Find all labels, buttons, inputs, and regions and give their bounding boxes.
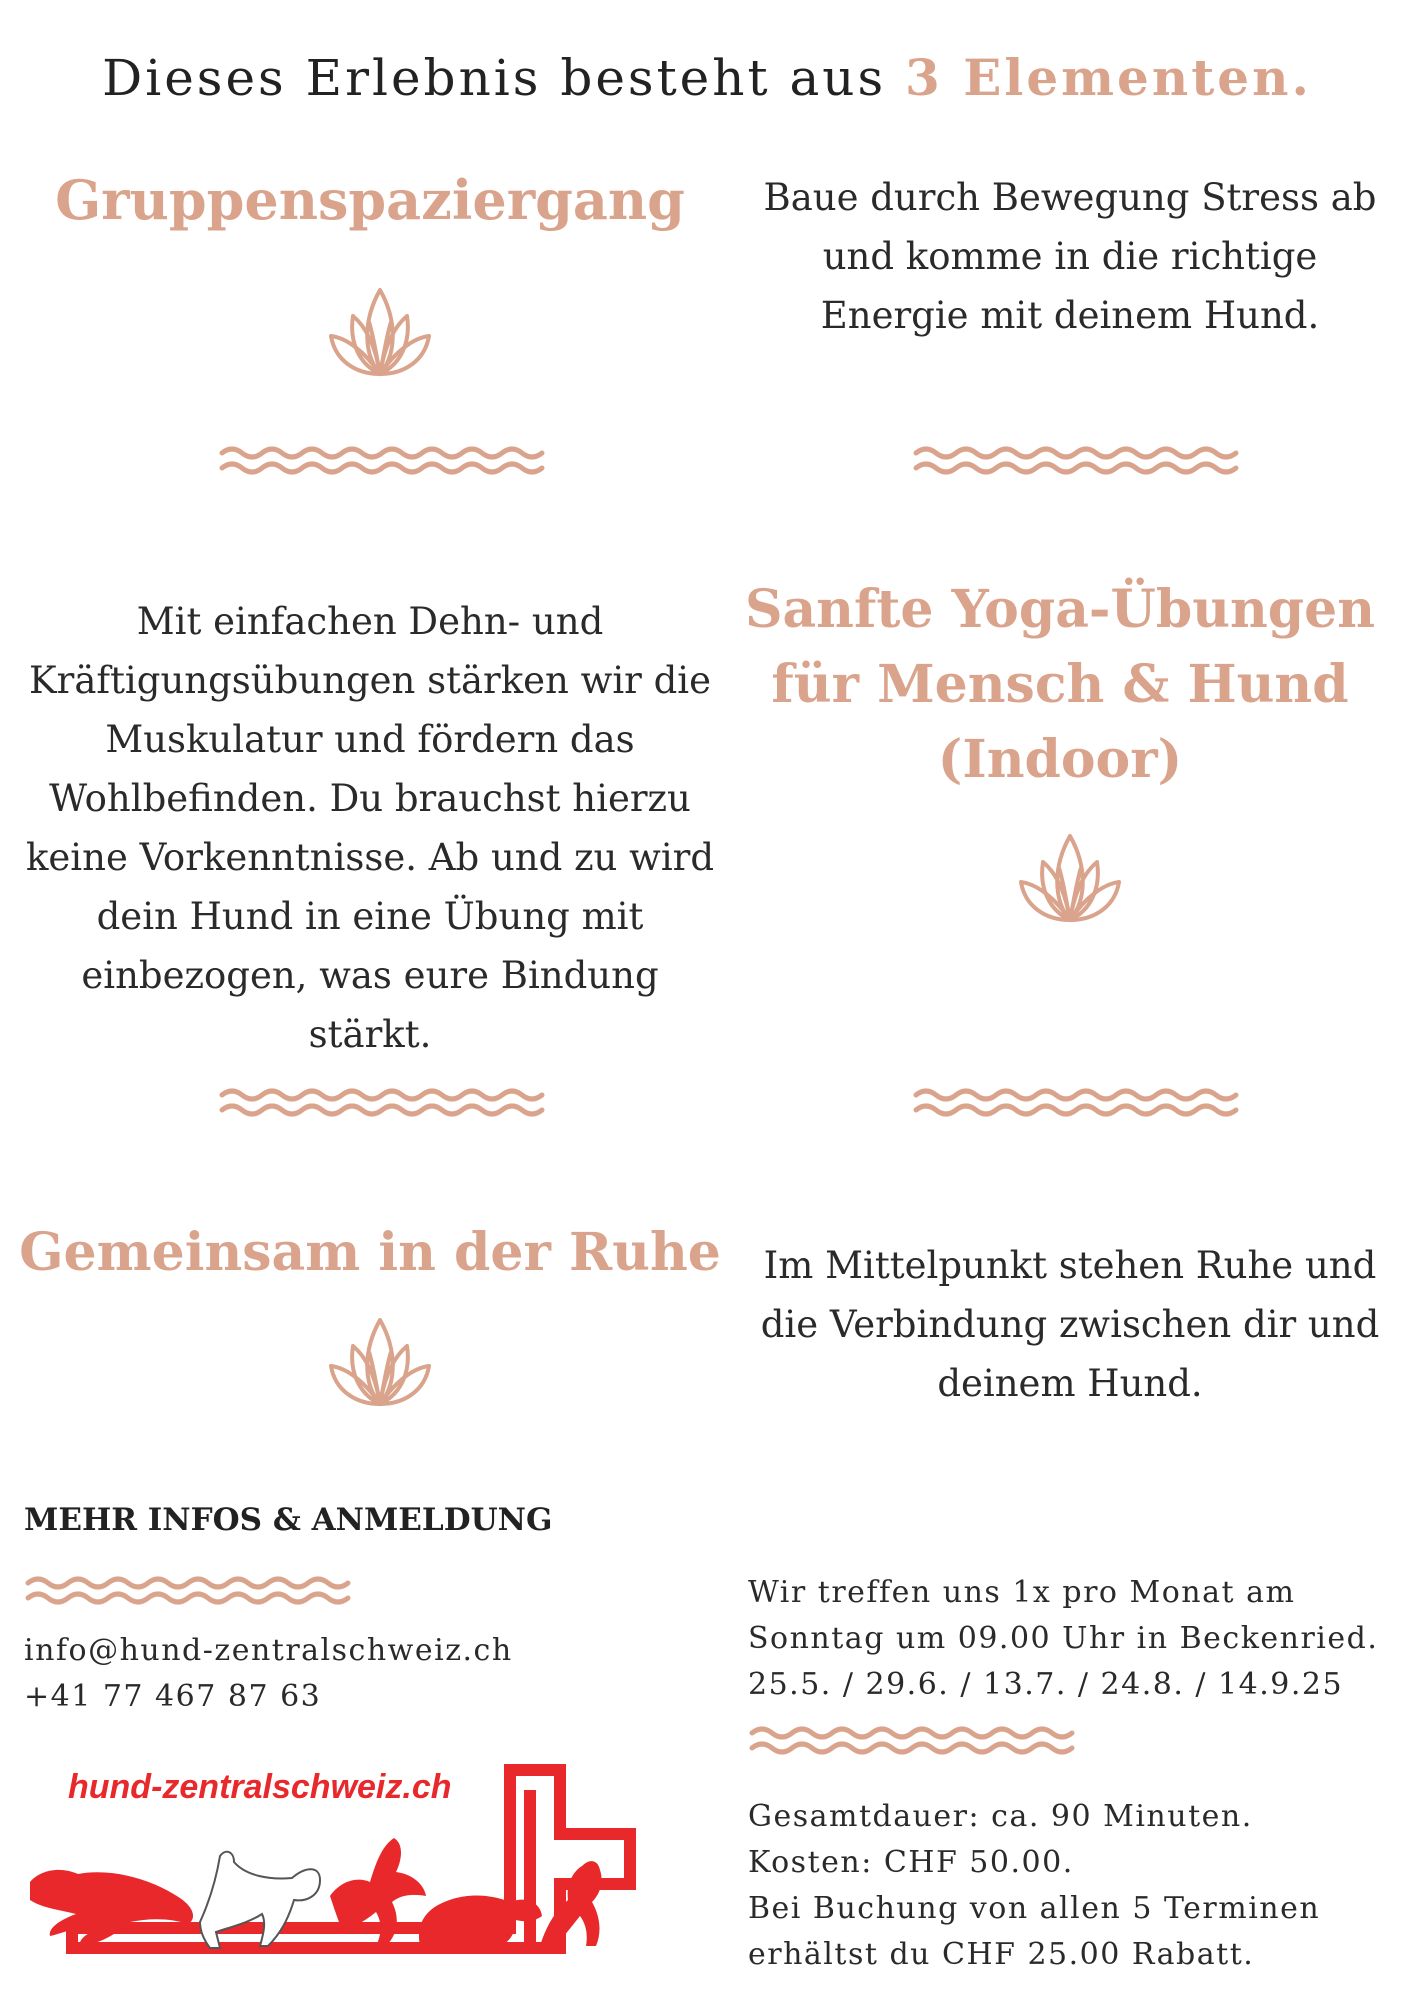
wave-divider-icon bbox=[218, 1086, 548, 1120]
schedule-line: Wir treffen uns 1x pro Monat am bbox=[748, 1575, 1296, 1610]
details-discount-line: erhältst du CHF 25.00 Rabatt. bbox=[748, 1937, 1255, 1972]
lotus-icon bbox=[325, 282, 435, 378]
details-discount-line: Bei Buchung von allen 5 Terminen bbox=[748, 1891, 1321, 1926]
contact-phone[interactable]: +41 77 467 87 63 bbox=[24, 1679, 322, 1714]
section-2-heading-line: Sanfte Yoga-Übungen bbox=[744, 579, 1376, 640]
wave-divider-icon bbox=[912, 444, 1242, 478]
section-3-heading: Gemeinsam in der Ruhe bbox=[19, 1222, 721, 1283]
section-1-text: Baue durch Bewegung Stress ab und komme in die richtige Energie mit deinem Hund. bbox=[763, 176, 1377, 337]
section-2-heading bbox=[740, 572, 1380, 797]
title-prefix: Dieses Erlebnis besteht aus bbox=[102, 49, 906, 107]
wave-divider-icon bbox=[912, 1086, 1242, 1120]
page-title bbox=[0, 48, 1414, 107]
info-heading: MEHR INFOS & ANMELDUNG bbox=[24, 1502, 553, 1538]
schedule-dates: 25.5. / 29.6. / 13.7. / 24.8. / 14.9.25 bbox=[748, 1667, 1344, 1702]
section-2-text: Mit einfachen Dehn- und Kräftigungsübungen stärken wir die Muskulatur und fördern das Wohlbefinden. Du brauchst hierzu keine Vorkenntnisse. Ab und zu wird dein Hund in eine Übung mit einbezogen, was eure Bindung stärkt. bbox=[25, 600, 715, 1056]
logo-text: hund-zentralschweiz.ch bbox=[68, 1768, 452, 1806]
cat-icon bbox=[540, 1861, 602, 1946]
details-duration: Gesamtdauer: ca. 90 Minuten. bbox=[748, 1799, 1253, 1834]
logo bbox=[20, 1762, 650, 1962]
title-accent: 3 Elementen. bbox=[905, 48, 1312, 107]
schedule-line: Sonntag um 09.00 Uhr in Beckenried. bbox=[748, 1621, 1379, 1656]
section-2-heading-line: (Indoor) bbox=[937, 729, 1183, 790]
lotus-icon bbox=[1015, 828, 1125, 924]
dog-icon bbox=[20, 1822, 620, 1962]
details-block bbox=[748, 1794, 1320, 1978]
wave-divider-icon bbox=[24, 1574, 354, 1608]
section-2-heading-line: für Mensch & Hund bbox=[771, 654, 1349, 715]
lotus-icon bbox=[325, 1312, 435, 1408]
details-cost: Kosten: CHF 50.00. bbox=[748, 1845, 1074, 1880]
schedule-block bbox=[748, 1570, 1378, 1708]
wave-divider-icon bbox=[748, 1724, 1078, 1758]
contact-email[interactable]: info@hund-zentralschweiz.ch bbox=[24, 1633, 513, 1668]
section-3-text: Im Mittelpunkt stehen Ruhe und die Verbindung zwischen dir und deinem Hund. bbox=[760, 1244, 1380, 1405]
section-1-heading: Gruppenspaziergang bbox=[55, 168, 685, 232]
wave-divider-icon bbox=[218, 444, 548, 478]
